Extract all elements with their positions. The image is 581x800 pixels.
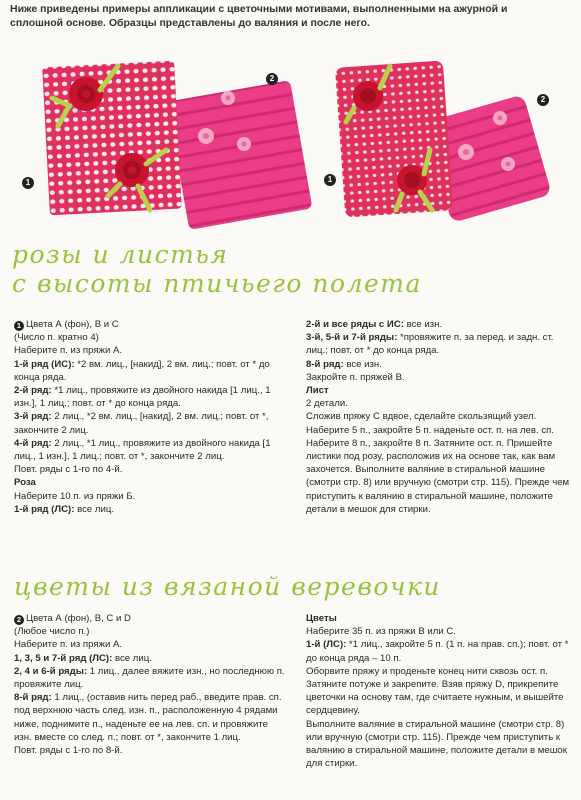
row-text: 2 лиц., *1 лиц., провяжите из двойного накида [1 лиц., 1 изн.], 1 лиц.; повт. от *, закончите 2 лиц. — [14, 437, 271, 463]
section1-heading-line1: розы и листья — [12, 240, 229, 269]
sample-1-felted-marker: 1 — [324, 174, 336, 186]
instruction-line — [14, 344, 286, 357]
section1-right-column — [306, 318, 574, 516]
instruction-line — [14, 638, 286, 651]
row-text: все лиц. — [112, 652, 152, 664]
row-text: 1 лиц., (оставив нить перед раб., введите прав. сп. под верхнюю часть след. изн. п., расположенную 4 рядами ниже, поднимите п., наденьте ее на лев. сп. и провяжите изн. вместе со след. п.; повт. от *, закончите 1 лиц. — [14, 692, 282, 743]
section1-heading — [12, 240, 422, 298]
row-label: 3-й, 5-й и 7-й ряды: — [306, 332, 398, 344]
row-text: Закройте п. пряжей В. — [306, 371, 405, 383]
instruction-line — [306, 638, 574, 664]
instruction-line — [14, 744, 286, 757]
section1-left-column — [14, 318, 286, 516]
instruction-line — [306, 625, 574, 638]
instruction-line — [306, 318, 574, 331]
row-text: *1 лиц., провяжите из двойного накида [1 лиц., 1 изн.], 1 лиц.; повт. от * до конца ряда. — [14, 385, 271, 410]
row-text: Наберите 35 п. из пряжи В или С. — [306, 626, 456, 638]
instruction-line — [14, 476, 286, 489]
row-text: 1 лиц., далее вяжите изн., но последнюю п. провяжите лиц. — [14, 665, 285, 691]
row-text: *1 лиц., закройте 5 п. (1 п. на прав. сп.); повт. от * до конца ряда – 10 п. — [306, 639, 569, 664]
instruction-line — [306, 331, 574, 357]
row-text: (Любое число п.) — [14, 626, 90, 638]
row-text: Цвета А (фон), В, С и D — [26, 613, 131, 624]
section2-left-column — [14, 612, 286, 757]
instruction-line — [306, 397, 574, 410]
instruction-line — [14, 318, 286, 331]
instruction-line — [14, 463, 286, 476]
instruction-line — [306, 718, 574, 771]
instruction-line — [14, 358, 286, 384]
row-label: 1-й ряд (ИС): — [14, 358, 75, 370]
row-text: Наберите 10 п. из пряжи Б. — [14, 490, 136, 502]
row-text: Наберите п. из пряжи А. — [14, 639, 123, 651]
instruction-line — [14, 691, 286, 744]
row-label: 4-й ряд: — [14, 437, 52, 449]
pattern-number-badge: 2 — [14, 615, 24, 625]
instruction-line — [14, 503, 286, 516]
photo-samples — [0, 50, 581, 230]
row-text: все изн. — [403, 319, 443, 330]
instruction-line — [306, 665, 574, 718]
row-text: Выполните валяние в стиральной машине (смотри стр. 8) или вручную (смотри стр. 115). Прежде чем приступить к валянию в стиральной машине, положите детали в мешок для стирки. — [306, 718, 567, 770]
knitted-samples-image — [0, 50, 581, 230]
instruction-line — [306, 371, 574, 384]
row-label: 2-й ряд: — [14, 385, 52, 397]
row-text: (Число п. кратно 4) — [14, 332, 99, 344]
instruction-line — [14, 665, 286, 691]
row-label: 2-й и все ряды с ИС: — [306, 319, 404, 330]
section2-heading: цветы из вязаной веревочки — [14, 572, 442, 601]
row-text: 2 детали. — [306, 398, 348, 410]
row-text: все лиц. — [74, 503, 115, 515]
row-text: *2 вм. лиц., [накид], 2 вм. лиц.; повт. от * до конца ряда. — [14, 358, 270, 383]
row-label: Цветы — [306, 613, 337, 624]
sample-2-felted-marker: 2 — [537, 94, 549, 106]
instruction-line — [14, 652, 286, 665]
row-text: все изн. — [343, 358, 382, 370]
instruction-line — [306, 358, 574, 371]
row-label: 8-й ряд: — [306, 358, 344, 370]
instruction-line — [14, 331, 286, 344]
row-text: Цвета А (фон), В и С — [26, 319, 119, 330]
instruction-line — [14, 437, 286, 463]
instruction-line — [14, 384, 286, 410]
row-text: Повт. ряды с 1-го по 8-й. — [14, 745, 123, 757]
sample-2-marker: 2 — [266, 73, 278, 85]
row-label: 1-й ряд (ЛС): — [14, 503, 75, 515]
row-text: Повт. ряды с 1-го по 4-й. — [14, 464, 123, 476]
row-text: Наберите п. из пряжи А. — [14, 345, 123, 357]
instruction-line — [14, 612, 286, 625]
instruction-line — [14, 625, 286, 638]
intro-text: Ниже приведены примеры аппликации с цветочными мотивами, выполненными на ажурной и сплошной основе. Образцы представлены до валяния и после него. — [10, 3, 508, 29]
row-label: Роза — [14, 477, 36, 489]
row-text: Сложив пряжу С вдвое, сделайте скользящий узел. Наберите 5 п., закройте 5 п. наденьте ост. п. на лев. сп. Наберите 8 п., закройте 8 п. Затяните ост. п. Пришейте листики под розу, расположив их на основе так, как вам захочется. Выполните валяние в стиральной машине (смотри стр. 8) или вручную (смотри стр. 115). Прежде чем приступить к валянию в стиральной машине, положите детали в мешок для стирки. — [306, 411, 570, 515]
instruction-line — [306, 384, 574, 397]
row-label: 2, 4 и 6-й ряды: — [14, 665, 88, 677]
row-label: 1-й (ЛС): — [306, 639, 347, 651]
instruction-line — [14, 410, 286, 436]
row-label: 8-й ряд: — [14, 692, 52, 704]
instruction-line — [306, 612, 574, 625]
instruction-line — [14, 490, 286, 503]
row-text: 2 лиц., *2 вм. лиц., [накид], 2 вм. лиц.; повт. от *, закончите 2 лиц. — [14, 411, 269, 436]
row-label: 1, 3, 5 и 7-й ряд (ЛС): — [14, 652, 113, 664]
sample-1-marker: 1 — [22, 177, 34, 189]
row-label: Лист — [306, 385, 329, 397]
section1-heading-line2: с высоты птичьего полета — [12, 269, 422, 298]
pattern-number-badge: 1 — [14, 321, 24, 331]
section2-right-column — [306, 612, 574, 770]
instruction-line — [306, 410, 574, 516]
row-text: *провяжите п. за перед. и задн. ст. лиц.; повт. от * до конца ряда. — [306, 332, 554, 357]
row-text: Оборвите пряжу и проденьте конец нити сквозь ост. п. Затяните потуже и закрепите. Взяв пряжу D, прикрепите цветочки на основу там, где считаете нужным, и вышейте сердцевину. — [306, 665, 564, 717]
row-label: 3-й ряд: — [14, 411, 52, 423]
